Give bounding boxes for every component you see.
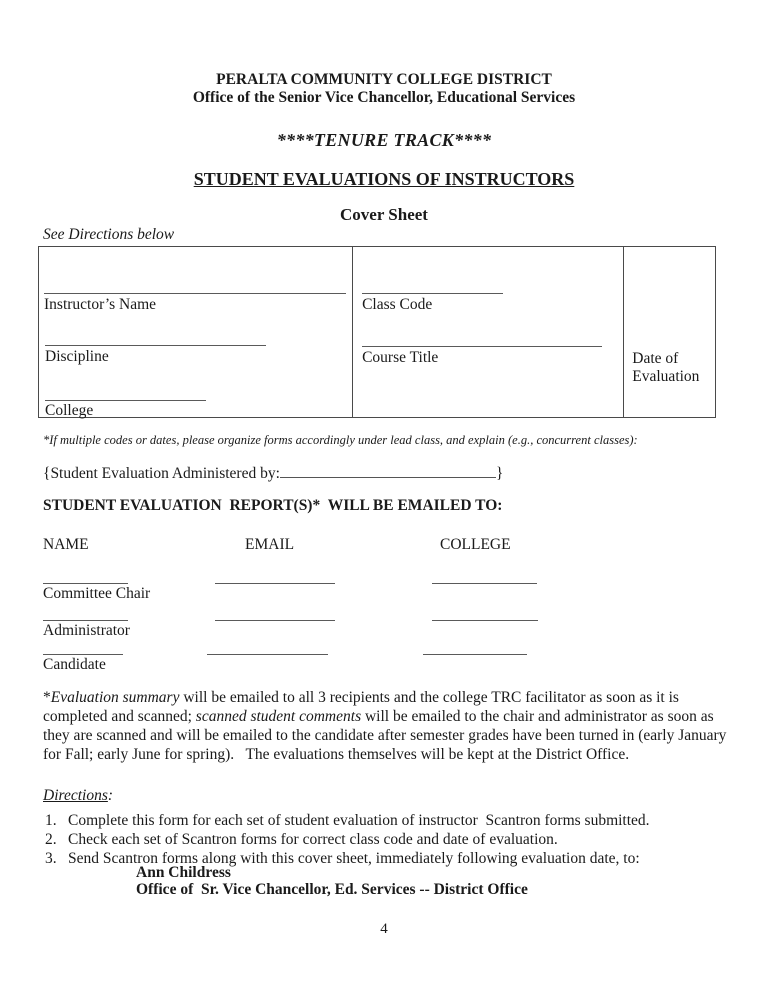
class-code-label: Class Code (362, 296, 433, 313)
college-blank-line (423, 654, 527, 655)
column-header-college: COLLEGE (440, 536, 511, 553)
district-title: PERALTA COMMUNITY COLLEGE DISTRICT (216, 71, 552, 88)
directions-colon: : (107, 787, 114, 804)
course-title-blank-line (362, 346, 602, 347)
directions-word: Directions (43, 787, 108, 804)
emailed-to-heading: STUDENT EVALUATION REPORT(S)* WILL BE EMAILED TO: (43, 497, 503, 514)
administered-by-blank-line (280, 462, 496, 478)
college-blank-line (45, 400, 206, 401)
multiple-codes-note: *If multiple codes or dates, please organize forms accordingly under lead class, and explain (e.g., concurrent classes): (43, 433, 638, 447)
see-directions-note: See Directions below (43, 226, 175, 243)
item-text: Check each set of Scantron forms for correct class code and date of evaluation. (68, 831, 558, 848)
direction-item-2 (45, 830, 745, 849)
discipline-blank-line (45, 345, 266, 346)
table-cell-date (624, 247, 715, 417)
college-blank-line (432, 583, 537, 584)
footnote-text: will be emailed to all 3 recipients and the college TRC facilitator as soon as it is completed and scanned; (43, 689, 679, 725)
college-label: College (45, 402, 94, 419)
email-blank-line (215, 620, 335, 621)
table-cell-class (353, 247, 624, 417)
discipline-label: Discipline (45, 348, 109, 365)
college-blank-line (432, 620, 538, 621)
footnote-text: will be emailed to the chair and administrator as soon as they are scanned and will be emailed to the candidate after semester grades have been turned in (early January for Fall; early June for spring). The evaluations themselves will be kept at the District Office. (43, 708, 727, 763)
instructor-info-table (38, 246, 716, 418)
footnote-italic-evaluation-summary: Evaluation summary (50, 689, 180, 706)
contact-office: Office of Sr. Vice Chancellor, Ed. Services -- District Office (136, 881, 528, 898)
item-number: 1. (45, 812, 57, 829)
email-blank-line (215, 583, 335, 584)
course-title-label: Course Title (362, 349, 439, 366)
email-blank-line (207, 654, 328, 655)
item-number: 2. (45, 831, 57, 848)
instructor-name-label: Instructor’s Name (44, 296, 157, 313)
recipient-label: Committee Chair (43, 585, 151, 602)
item-text: Send Scantron forms along with this cover sheet, immediately following evaluation date, to: (68, 850, 640, 867)
instructor-name-blank-line (44, 293, 346, 294)
administered-by-line (43, 462, 503, 483)
page-number: 4 (380, 921, 388, 937)
recipient-label: Candidate (43, 656, 106, 673)
recipient-label: Administrator (43, 622, 130, 639)
item-text: Complete this form for each set of student evaluation of instructor Scantron forms submitted. (68, 812, 650, 829)
tenure-track-banner: ****TENURE TRACK**** (276, 130, 492, 150)
document-title: STUDENT EVALUATIONS OF INSTRUCTORS (193, 169, 575, 189)
name-blank-line (43, 583, 128, 584)
table-cell-instructor (39, 247, 353, 417)
evaluation-summary-footnote (43, 688, 743, 764)
office-subtitle: Office of the Senior Vice Chancellor, Educational Services (192, 89, 576, 106)
contact-name: Ann Childress (136, 864, 231, 881)
column-header-name: NAME (43, 536, 89, 553)
recipient-row-committee-chair (0, 583, 768, 619)
name-blank-line (43, 654, 123, 655)
administered-by-prefix: {Student Evaluation Administered by: (43, 465, 280, 482)
direction-item-1 (45, 811, 745, 830)
item-number: 3. (45, 850, 57, 867)
recipient-row-candidate (0, 654, 768, 690)
class-code-blank-line (362, 293, 503, 294)
cover-sheet-subtitle: Cover Sheet (340, 205, 428, 224)
footnote-asterisk: * (43, 689, 51, 706)
directions-heading (43, 787, 113, 805)
administered-by-suffix: } (495, 465, 504, 482)
footnote-italic-scanned-comments: scanned student comments (195, 708, 362, 725)
column-header-email: EMAIL (245, 536, 295, 553)
name-blank-line (43, 620, 128, 621)
date-of-evaluation-label: Date of Evaluation (632, 350, 700, 385)
recipient-row-administrator (0, 620, 768, 656)
